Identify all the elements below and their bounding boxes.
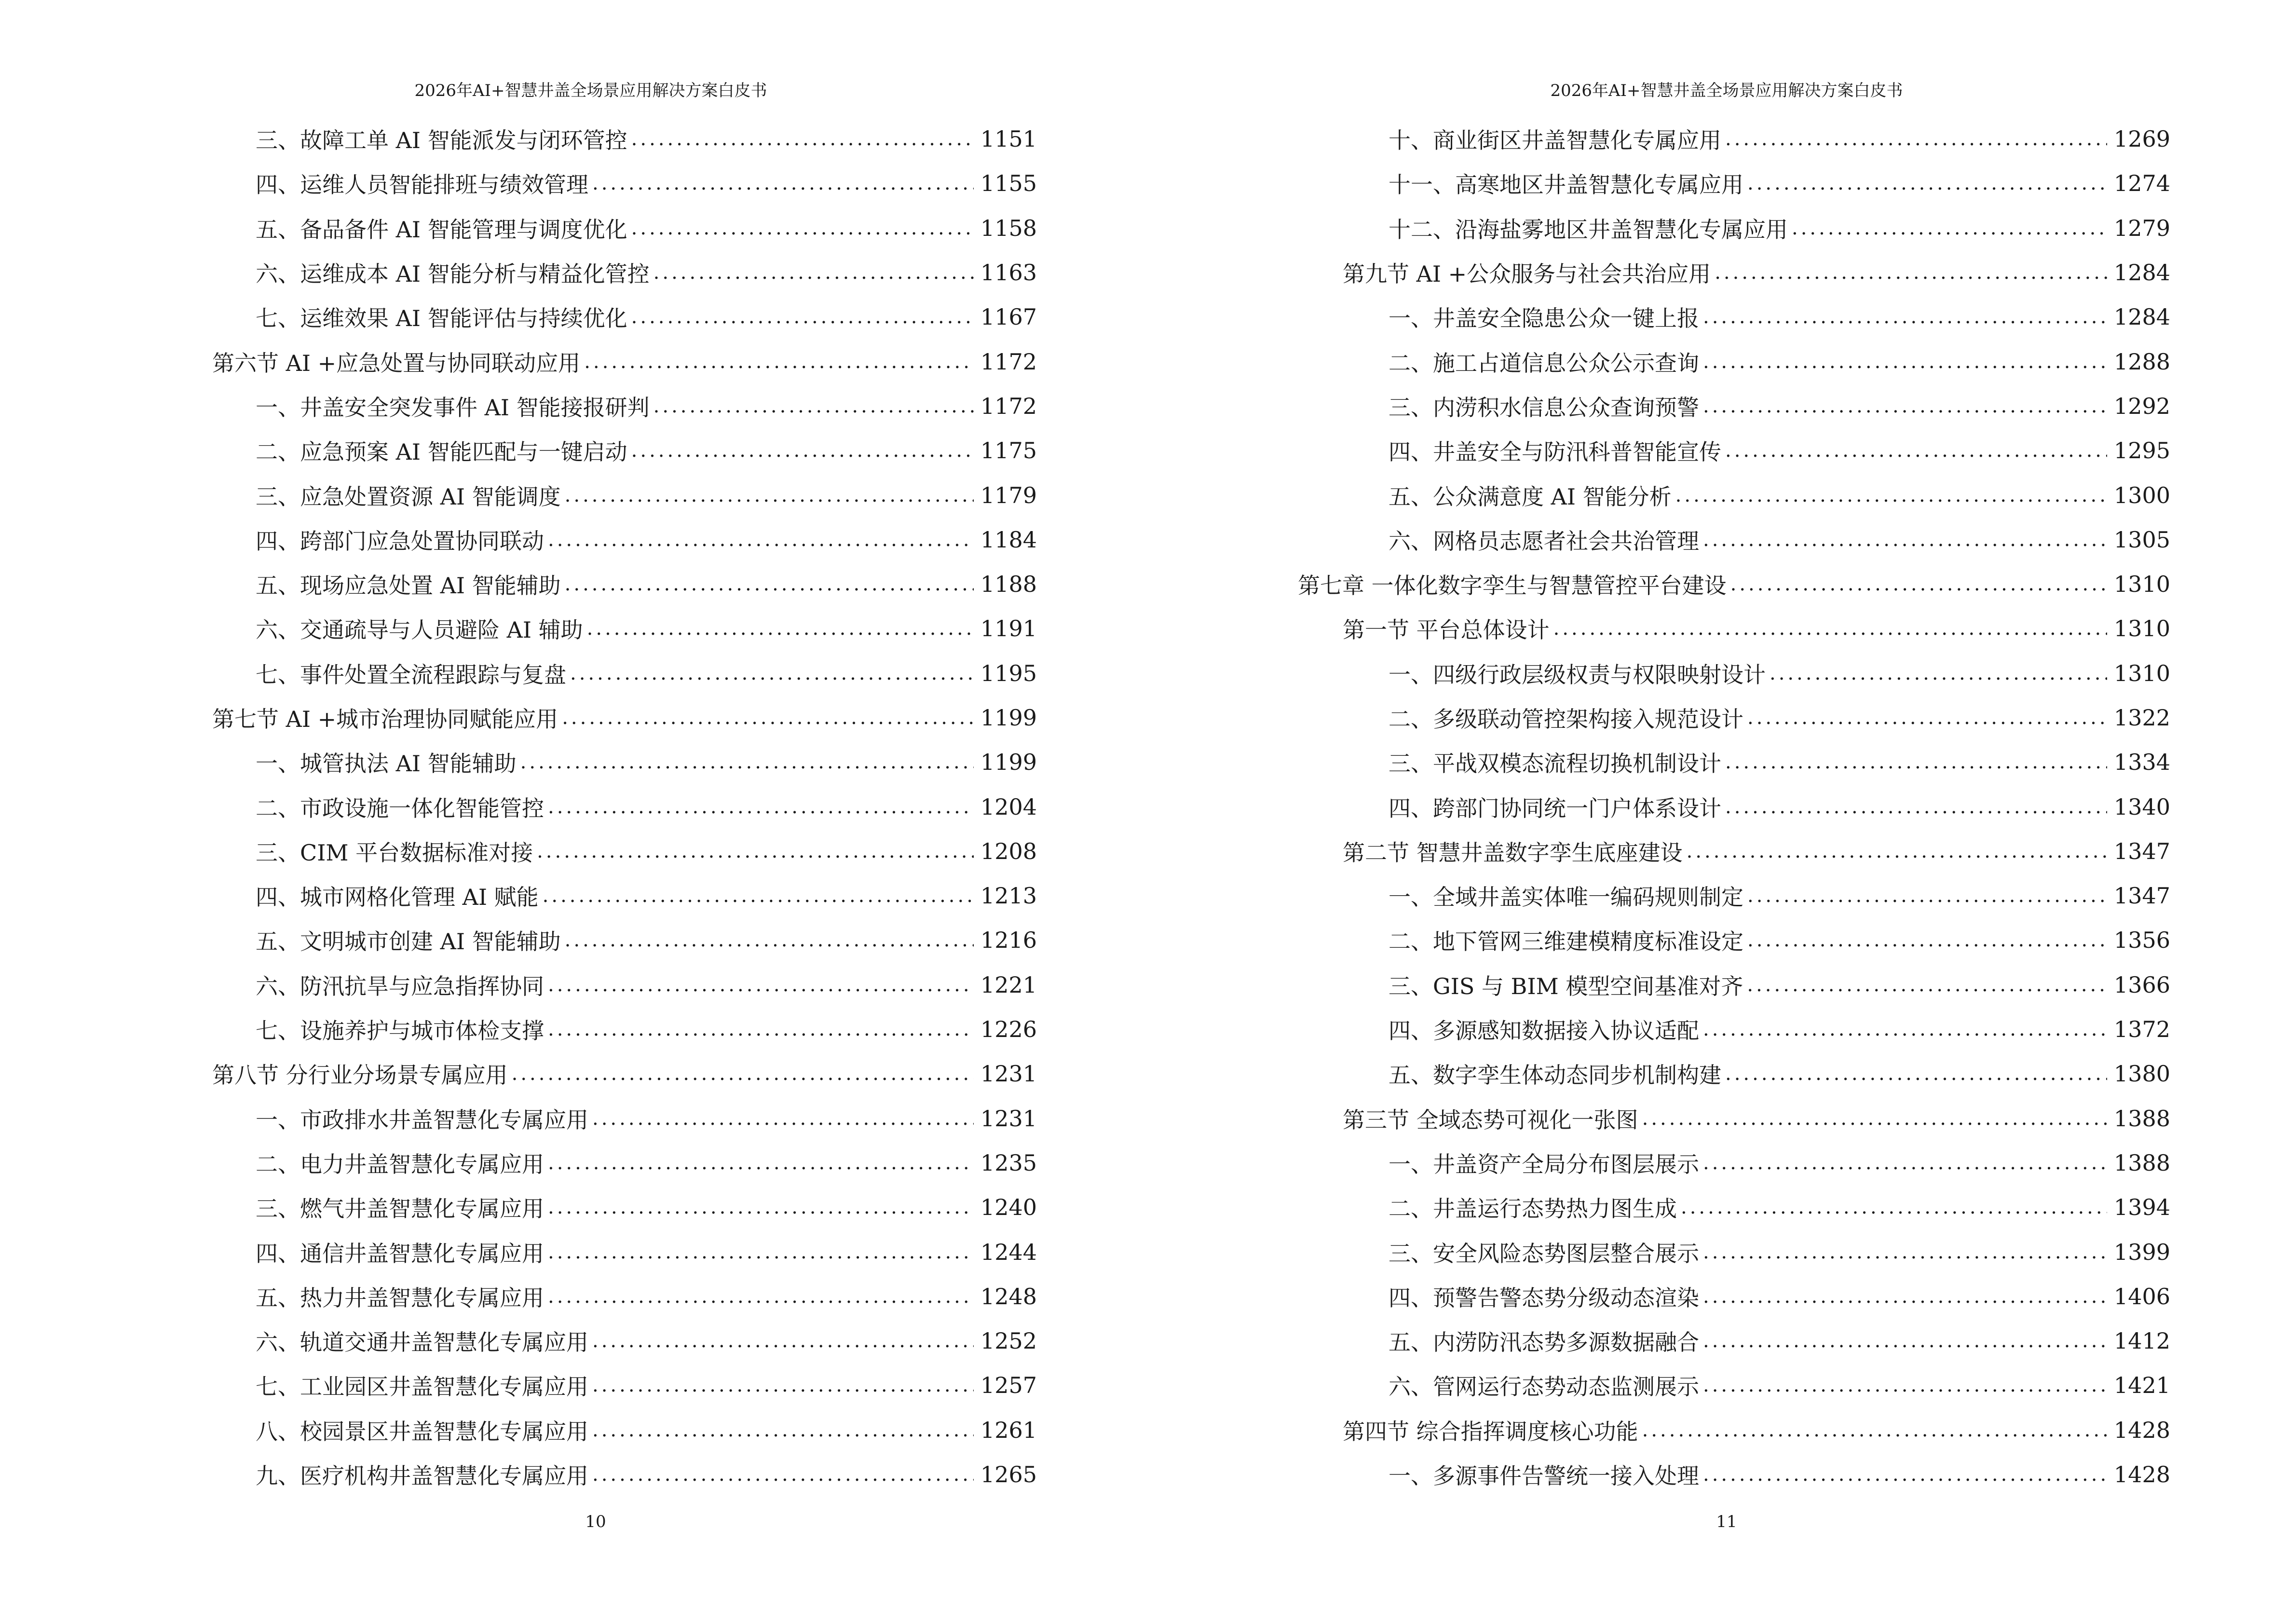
toc-entry-page: 1421 — [2113, 1372, 2170, 1399]
toc-entry[interactable] — [0, 1051, 1037, 1096]
toc-entry-title: 三、平战双模态流程切换机制设计 — [1389, 751, 1721, 777]
toc-entry[interactable] — [0, 1229, 1037, 1274]
toc-entry-page: 1195 — [980, 660, 1037, 686]
dot-leader — [1703, 1330, 2107, 1352]
toc-entry-title: 二、地下管网三维建模精度标准设定 — [1389, 928, 1743, 955]
dot-leader — [1642, 1419, 2107, 1441]
toc-entry[interactable] — [0, 295, 1037, 339]
toc-entry-page: 1172 — [980, 393, 1037, 419]
toc-entry[interactable] — [0, 829, 1037, 873]
dot-leader — [543, 885, 974, 907]
toc-list — [0, 117, 1037, 1497]
toc-entry-title: 四、运维人员智能排班与绩效管理 — [256, 172, 588, 198]
toc-entry[interactable] — [0, 339, 1037, 383]
toc-entry[interactable] — [0, 473, 1037, 517]
toc-entry[interactable] — [1144, 1408, 2170, 1452]
toc-entry-page: 1231 — [980, 1105, 1037, 1132]
dot-leader — [1703, 351, 2107, 373]
toc-entry-title: 第八节 分行业分场景专属应用 — [212, 1062, 508, 1089]
toc-entry-title: 十一、高寒地区井盖智慧化专属应用 — [1389, 172, 1743, 198]
toc-entry-page: 1428 — [2113, 1417, 2170, 1443]
toc-entry[interactable] — [1144, 1141, 2170, 1185]
toc-entry[interactable] — [0, 161, 1037, 205]
toc-entry-page: 1310 — [2113, 660, 2170, 686]
toc-entry-title: 一、井盖资产全局分布图层展示 — [1389, 1151, 1699, 1177]
toc-entry-title: 六、网格员志愿者社会共治管理 — [1389, 528, 1699, 554]
toc-entry-page: 1356 — [2113, 927, 2170, 954]
toc-entry-title: 一、全域井盖实体唯一编码规则制定 — [1389, 884, 1743, 911]
dot-leader — [1725, 796, 2107, 818]
toc-entry-page: 1265 — [980, 1461, 1037, 1488]
dot-leader — [631, 439, 974, 462]
dot-leader — [631, 306, 974, 328]
toc-entry-page: 1257 — [980, 1372, 1037, 1399]
dot-leader — [1687, 840, 2107, 862]
toc-entry[interactable] — [1144, 384, 2170, 428]
dot-leader — [1747, 172, 2107, 194]
toc-entry[interactable] — [1144, 606, 2170, 651]
toc-entry-page: 1279 — [2113, 215, 2170, 241]
dot-leader — [1747, 929, 2107, 951]
dot-leader — [548, 1152, 974, 1174]
dot-leader — [1642, 1107, 2107, 1130]
dot-leader — [548, 529, 974, 551]
toc-entry[interactable] — [0, 1141, 1037, 1185]
toc-entry-page: 1184 — [980, 526, 1037, 553]
toc-entry-page: 1199 — [980, 705, 1037, 731]
toc-entry-title: 三、内涝积水信息公众查询预警 — [1389, 394, 1699, 421]
toc-entry-page: 1179 — [980, 482, 1037, 508]
toc-entry-title: 一、多源事件告警统一接入处理 — [1389, 1463, 1699, 1489]
toc-entry-page: 1288 — [2113, 348, 2170, 375]
running-header: 2026年AI+智慧井盖全场景应用解决方案白皮书 — [1550, 81, 1903, 100]
toc-entry-title: 四、跨部门应急处置协同联动 — [256, 528, 544, 554]
toc-entry-page: 1310 — [2113, 615, 2170, 642]
dot-leader — [548, 974, 974, 996]
toc-entry-title: 四、城市网格化管理 AI 赋能 — [256, 884, 539, 911]
toc-entry-title: 十、商业街区井盖智慧化专属应用 — [1389, 127, 1721, 154]
dot-leader — [537, 840, 974, 862]
dot-leader — [1770, 662, 2107, 684]
toc-entry-page: 1347 — [2113, 883, 2170, 909]
toc-entry[interactable] — [1144, 1452, 2170, 1497]
toc-entry[interactable] — [1144, 1229, 2170, 1274]
page-number: 10 — [585, 1512, 606, 1531]
toc-entry-title: 十二、沿海盐雾地区井盖智慧化专属应用 — [1389, 216, 1788, 243]
toc-list — [1144, 117, 2170, 1497]
toc-entry-title: 一、市政排水井盖智慧化专属应用 — [256, 1106, 588, 1133]
toc-entry[interactable] — [1144, 1185, 2170, 1229]
toc-entry-page: 1412 — [2113, 1328, 2170, 1354]
toc-entry[interactable] — [1144, 428, 2170, 473]
dot-leader — [1747, 885, 2107, 907]
toc-entry[interactable] — [1144, 829, 2170, 873]
dot-leader — [1703, 1018, 2107, 1040]
toc-entry-title: 五、数字孪生体动态同步机制构建 — [1389, 1062, 1721, 1089]
toc-entry[interactable] — [1144, 206, 2170, 250]
dot-leader — [1553, 617, 2107, 640]
toc-entry-page: 1231 — [980, 1061, 1037, 1087]
toc-entry-page: 1167 — [980, 304, 1037, 330]
toc-entry-page: 1221 — [980, 971, 1037, 998]
toc-entry[interactable] — [0, 562, 1037, 606]
toc-entry-title: 一、四级行政层级权责与权限映射设计 — [1389, 661, 1766, 688]
toc-entry-title: 三、GIS 与 BIM 模型空间基准对齐 — [1389, 973, 1743, 999]
toc-entry-title: 七、事件处置全流程跟踪与复盘 — [256, 661, 566, 688]
toc-entry-title: 七、运维效果 AI 智能评估与持续优化 — [256, 305, 627, 332]
toc-entry-title: 二、市政设施一体化智能管控 — [256, 795, 544, 821]
toc-entry-page: 1163 — [980, 259, 1037, 286]
toc-entry-page: 1305 — [2113, 526, 2170, 553]
toc-entry[interactable] — [1144, 1319, 2170, 1363]
toc-entry-title: 八、校园景区井盖智慧化专属应用 — [256, 1418, 588, 1445]
toc-entry[interactable] — [0, 873, 1037, 918]
dot-leader — [1703, 1374, 2107, 1396]
toc-entry-title: 四、预警告警态势分级动态渲染 — [1389, 1284, 1699, 1311]
toc-entry-title: 五、现场应急处置 AI 智能辅助 — [256, 573, 561, 599]
toc-entry-title: 三、安全风险态势图层整合展示 — [1389, 1240, 1699, 1267]
dot-leader — [548, 1196, 974, 1218]
toc-entry-page: 1226 — [980, 1016, 1037, 1043]
toc-entry-title: 一、井盖安全突发事件 AI 智能接报研判 — [256, 394, 650, 421]
right-page — [1144, 0, 2287, 1624]
toc-entry-title: 二、电力井盖智慧化专属应用 — [256, 1151, 544, 1177]
toc-entry[interactable] — [1144, 518, 2170, 562]
dot-leader — [565, 929, 974, 951]
toc-entry-title: 六、管网运行态势动态监测展示 — [1389, 1374, 1699, 1400]
toc-entry-page: 1155 — [980, 170, 1037, 197]
toc-entry-title: 二、应急预案 AI 智能匹配与一键启动 — [256, 439, 627, 465]
toc-entry[interactable] — [1144, 918, 2170, 962]
toc-entry-page: 1213 — [980, 883, 1037, 909]
toc-entry-page: 1248 — [980, 1283, 1037, 1310]
toc-entry[interactable] — [0, 518, 1037, 562]
toc-entry-page: 1199 — [980, 749, 1037, 776]
toc-entry-page: 1274 — [2113, 170, 2170, 197]
dot-leader — [570, 662, 974, 684]
toc-entry-title: 三、CIM 平台数据标准对接 — [256, 839, 533, 866]
toc-entry-page: 1340 — [2113, 793, 2170, 820]
toc-entry-page: 1208 — [980, 838, 1037, 864]
toc-entry-title: 第四节 综合指挥调度核心功能 — [1343, 1418, 1638, 1445]
dot-leader — [1792, 217, 2107, 239]
page-number: 11 — [1716, 1512, 1737, 1531]
toc-entry[interactable] — [1144, 651, 2170, 696]
toc-entry-title: 四、通信井盖智慧化专属应用 — [256, 1240, 544, 1267]
toc-entry[interactable] — [0, 1319, 1037, 1363]
dot-leader — [587, 617, 974, 640]
toc-entry-title: 五、备品备件 AI 智能管理与调度优化 — [256, 216, 627, 243]
toc-entry[interactable] — [1144, 1007, 2170, 1051]
toc-entry-page: 1292 — [2113, 393, 2170, 419]
toc-entry[interactable] — [1144, 784, 2170, 829]
toc-entry-title: 四、多源感知数据接入协议适配 — [1389, 1018, 1699, 1044]
toc-entry-title: 七、工业园区井盖智慧化专属应用 — [256, 1374, 588, 1400]
dot-leader — [512, 1063, 974, 1085]
toc-entry-page: 1235 — [980, 1149, 1037, 1176]
dot-leader — [562, 707, 974, 729]
toc-entry[interactable] — [1144, 161, 2170, 205]
toc-entry-title: 五、热力井盖智慧化专属应用 — [256, 1284, 544, 1311]
toc-entry-title: 第七节 AI +城市治理协同赋能应用 — [212, 706, 558, 732]
toc-entry-title: 第九节 AI +公众服务与社会共治应用 — [1343, 261, 1711, 287]
toc-entry[interactable] — [0, 250, 1037, 295]
toc-entry[interactable] — [1144, 473, 2170, 517]
dot-leader — [592, 1463, 974, 1486]
dot-leader — [1703, 1241, 2107, 1263]
dot-leader — [584, 351, 974, 373]
toc-entry-title: 五、内涝防汛态势多源数据融合 — [1389, 1329, 1699, 1356]
toc-entry-title: 六、交通疏导与人员避险 AI 辅助 — [256, 617, 583, 643]
dot-leader — [592, 1374, 974, 1396]
toc-entry[interactable] — [1144, 250, 2170, 295]
toc-entry[interactable] — [0, 1363, 1037, 1407]
toc-entry[interactable] — [0, 963, 1037, 1007]
dot-leader — [1703, 1152, 2107, 1174]
toc-entry[interactable] — [1144, 295, 2170, 339]
toc-entry-page: 1240 — [980, 1194, 1037, 1221]
toc-entry-page: 1394 — [2113, 1194, 2170, 1221]
toc-entry-page: 1428 — [2113, 1461, 2170, 1488]
dot-leader — [1725, 439, 2107, 462]
toc-entry-title: 二、多级联动管控架构接入规范设计 — [1389, 706, 1743, 732]
toc-entry[interactable] — [0, 1408, 1037, 1452]
dot-leader — [592, 172, 974, 194]
toc-entry[interactable] — [1144, 740, 2170, 784]
toc-entry-page: 1372 — [2113, 1016, 2170, 1043]
toc-entry-title: 七、设施养护与城市体检支撑 — [256, 1018, 544, 1044]
toc-entry-page: 1252 — [980, 1328, 1037, 1354]
toc-entry[interactable] — [1144, 963, 2170, 1007]
toc-entry-title: 第三节 全域态势可视化一张图 — [1343, 1106, 1638, 1133]
dot-leader — [1703, 395, 2107, 417]
toc-entry-page: 1261 — [980, 1417, 1037, 1443]
toc-entry[interactable] — [1144, 1363, 2170, 1407]
dot-leader — [548, 1018, 974, 1040]
dot-leader — [592, 1107, 974, 1130]
dot-leader — [653, 395, 974, 417]
dot-leader — [1703, 529, 2107, 551]
toc-entry[interactable] — [0, 784, 1037, 829]
dot-leader — [1675, 484, 2107, 506]
toc-entry-title: 九、医疗机构井盖智慧化专属应用 — [256, 1463, 588, 1489]
toc-entry[interactable] — [1144, 1274, 2170, 1319]
toc-entry-title: 第六节 AI +应急处置与协同联动应用 — [212, 350, 581, 376]
toc-entry-title: 一、井盖安全隐患公众一键上报 — [1389, 305, 1699, 332]
dot-leader — [1725, 1063, 2107, 1085]
toc-entry[interactable] — [0, 1274, 1037, 1319]
toc-entry-page: 1216 — [980, 927, 1037, 954]
toc-entry-page: 1151 — [980, 126, 1037, 152]
dot-leader — [1730, 573, 2107, 595]
toc-entry[interactable] — [0, 428, 1037, 473]
toc-entry-title: 五、公众满意度 AI 智能分析 — [1389, 483, 1672, 510]
toc-entry-page: 1158 — [980, 215, 1037, 241]
toc-entry[interactable] — [1144, 696, 2170, 740]
running-header: 2026年AI+智慧井盖全场景应用解决方案白皮书 — [414, 81, 767, 100]
toc-entry[interactable] — [0, 384, 1037, 428]
dot-leader — [548, 1285, 974, 1308]
toc-entry-page: 1406 — [2113, 1283, 2170, 1310]
dot-leader — [653, 261, 974, 284]
toc-entry[interactable] — [0, 740, 1037, 784]
dot-leader — [1703, 306, 2107, 328]
toc-entry-page: 1334 — [2113, 749, 2170, 776]
dot-leader — [1747, 974, 2107, 996]
toc-entry[interactable] — [0, 117, 1037, 161]
dot-leader — [1715, 261, 2107, 284]
toc-entry-page: 1399 — [2113, 1239, 2170, 1265]
dot-leader — [1681, 1196, 2107, 1218]
dot-leader — [520, 751, 974, 773]
toc-entry[interactable] — [1144, 1051, 2170, 1096]
toc-entry[interactable] — [1144, 339, 2170, 383]
toc-entry-page: 1366 — [2113, 971, 2170, 998]
dot-leader — [1725, 751, 2107, 773]
dot-leader — [1747, 707, 2107, 729]
toc-entry-page: 1380 — [2113, 1061, 2170, 1087]
toc-entry[interactable] — [0, 206, 1037, 250]
dot-leader — [592, 1419, 974, 1441]
dot-leader — [631, 217, 974, 239]
toc-entry-page: 1310 — [2113, 571, 2170, 598]
toc-entry-title: 四、跨部门协同统一门户体系设计 — [1389, 795, 1721, 821]
dot-leader — [1725, 128, 2107, 150]
toc-entry-title: 六、运维成本 AI 智能分析与精益化管控 — [256, 261, 650, 287]
toc-entry[interactable] — [1144, 1096, 2170, 1141]
toc-entry-page: 1175 — [980, 437, 1037, 464]
toc-entry[interactable] — [1144, 873, 2170, 918]
toc-entry-title: 三、燃气井盖智慧化专属应用 — [256, 1196, 544, 1222]
toc-entry[interactable] — [0, 1096, 1037, 1141]
toc-entry-page: 1269 — [2113, 126, 2170, 152]
toc-entry-title: 六、轨道交通井盖智慧化专属应用 — [256, 1329, 588, 1356]
dot-leader — [565, 484, 974, 506]
dot-leader — [1703, 1463, 2107, 1486]
toc-entry-title: 三、应急处置资源 AI 智能调度 — [256, 483, 561, 510]
toc-entry-page: 1244 — [980, 1239, 1037, 1265]
toc-entry[interactable] — [0, 696, 1037, 740]
toc-entry-page: 1347 — [2113, 838, 2170, 864]
toc-entry-page: 1204 — [980, 793, 1037, 820]
toc-entry[interactable] — [0, 1007, 1037, 1051]
toc-entry-page: 1172 — [980, 348, 1037, 375]
toc-entry-page: 1284 — [2113, 259, 2170, 286]
toc-entry-title: 第二节 智慧井盖数字孪生底座建设 — [1343, 839, 1683, 866]
toc-entry-page: 1300 — [2113, 482, 2170, 508]
toc-entry-title: 二、施工占道信息公众公示查询 — [1389, 350, 1699, 376]
toc-entry[interactable] — [0, 1452, 1037, 1497]
toc-entry[interactable] — [1144, 562, 2170, 606]
toc-entry-page: 1284 — [2113, 304, 2170, 330]
toc-entry-title: 第一节 平台总体设计 — [1343, 617, 1550, 643]
dot-leader — [631, 128, 974, 150]
toc-entry-title: 三、故障工单 AI 智能派发与闭环管控 — [256, 127, 627, 154]
dot-leader — [548, 1241, 974, 1263]
dot-leader — [565, 573, 974, 595]
toc-entry-title: 第七章 一体化数字孪生与智慧管控平台建设 — [1298, 573, 1727, 599]
toc-entry-page: 1191 — [980, 615, 1037, 642]
dot-leader — [592, 1330, 974, 1352]
toc-entry[interactable] — [0, 918, 1037, 962]
toc-entry-title: 五、文明城市创建 AI 智能辅助 — [256, 928, 561, 955]
dot-leader — [548, 796, 974, 818]
toc-entry-page: 1388 — [2113, 1149, 2170, 1176]
toc-entry[interactable] — [0, 606, 1037, 651]
toc-entry-title: 二、井盖运行态势热力图生成 — [1389, 1196, 1677, 1222]
toc-entry-page: 1388 — [2113, 1105, 2170, 1132]
toc-entry[interactable] — [0, 651, 1037, 696]
toc-entry-title: 一、城管执法 AI 智能辅助 — [256, 751, 517, 777]
toc-entry[interactable] — [1144, 117, 2170, 161]
toc-entry-page: 1188 — [980, 571, 1037, 598]
toc-entry-title: 六、防汛抗旱与应急指挥协同 — [256, 973, 544, 999]
toc-entry-page: 1322 — [2113, 705, 2170, 731]
toc-entry-page: 1295 — [2113, 437, 2170, 464]
toc-entry-title: 四、井盖安全与防汛科普智能宣传 — [1389, 439, 1721, 465]
dot-leader — [1703, 1285, 2107, 1308]
toc-entry[interactable] — [0, 1185, 1037, 1229]
